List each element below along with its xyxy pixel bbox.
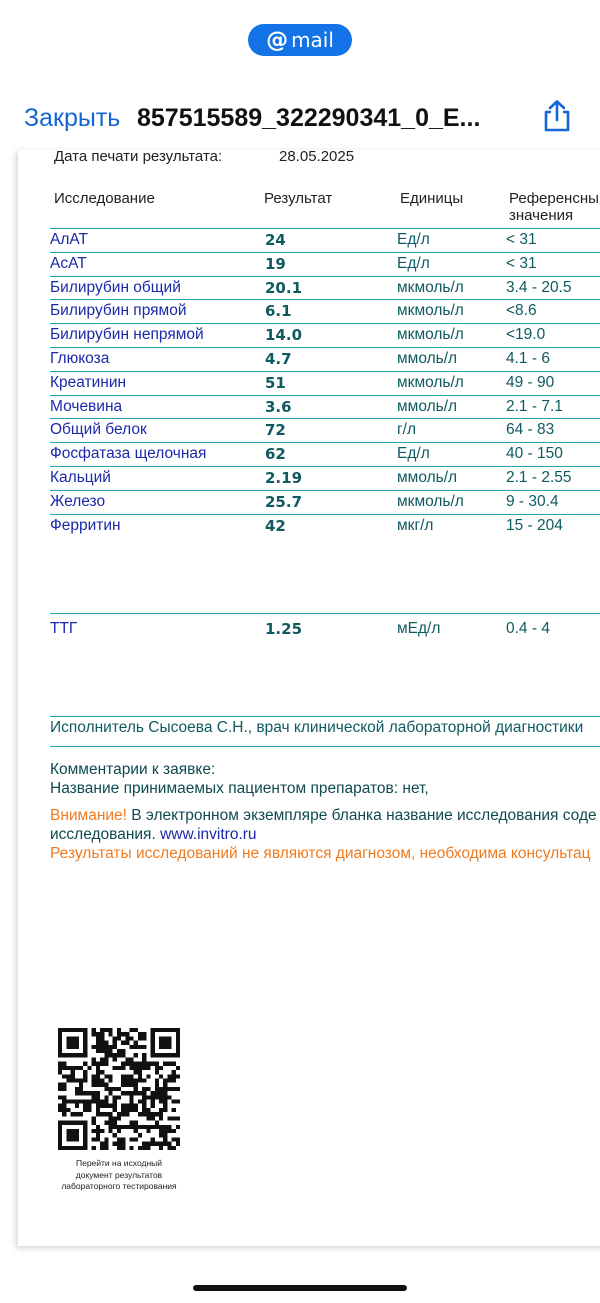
warning-label: Внимание!	[50, 807, 127, 824]
test-reference: 40 - 150	[506, 445, 563, 463]
share-icon[interactable]	[539, 98, 575, 134]
test-reference: 9 - 30.4	[506, 492, 559, 510]
mail-app-badge	[248, 24, 352, 56]
test-reference: < 31	[506, 231, 537, 248]
comments-text: Название принимаемых пациентом препаратов: нет,	[50, 780, 429, 797]
divider	[50, 746, 600, 747]
test-unit: мЕд/л	[397, 620, 441, 637]
test-reference: 64 - 83	[506, 421, 555, 439]
test-value: 25.7	[265, 492, 303, 511]
test-value: 6.1	[265, 302, 292, 321]
test-value: 42	[265, 516, 286, 535]
test-value: 24	[265, 231, 286, 249]
test-name: АсАТ	[50, 254, 87, 272]
table-divider	[50, 613, 600, 614]
test-unit: мкмоль/л	[397, 278, 464, 296]
qr-caption-line: Перейти на исходный	[75, 1158, 163, 1168]
disclaimer-text: Результаты исследований не являются диагнозом, необходима консультац	[50, 845, 591, 862]
test-unit: Ед/л	[397, 231, 430, 248]
test-unit: мкг/л	[397, 516, 434, 534]
test-value: 20.1	[265, 278, 303, 297]
executor-line: Исполнитель Сысоева С.Н., врач клинической лабораторной диагностики	[50, 719, 584, 736]
test-value: 3.6	[265, 397, 292, 416]
test-reference: 49 - 90	[506, 373, 555, 391]
column-header-result: Результат	[264, 190, 333, 207]
test-name: Кальций	[50, 468, 111, 486]
test-reference: 0.4 - 4	[506, 620, 550, 637]
file-title: 857515589_322290341_0_E...	[137, 104, 481, 132]
test-reference: <8.6	[506, 302, 537, 320]
test-value: 62	[265, 445, 286, 464]
print-date-value: 28.05.2025	[279, 150, 355, 165]
table-row	[50, 466, 600, 490]
test-name: Билирубин непрямой	[50, 326, 204, 344]
test-reference: <19.0	[506, 326, 546, 344]
test-unit: Ед/л	[397, 254, 430, 272]
at-icon: @	[266, 27, 289, 53]
table-row	[50, 418, 600, 442]
column-header-units: Единицы	[400, 190, 464, 207]
test-name: АлАТ	[50, 231, 88, 248]
test-reference: < 31	[506, 254, 537, 272]
column-header-reference	[509, 190, 599, 224]
table-row	[50, 395, 600, 419]
table-row	[50, 299, 600, 323]
table-row	[50, 514, 600, 538]
warning-text-2: исследования.	[50, 826, 161, 843]
test-unit: ммоль/л	[397, 349, 458, 367]
test-value: 51	[265, 373, 286, 392]
qr-caption-line: лабораторного тестирования	[61, 1181, 177, 1191]
test-unit: мкмоль/л	[397, 492, 464, 510]
test-unit: мкмоль/л	[397, 373, 464, 391]
mail-label: mail	[291, 28, 334, 52]
test-value: 4.7	[265, 349, 292, 368]
test-unit: ммоль/л	[397, 397, 458, 415]
qr-caption	[44, 1158, 194, 1193]
table-row	[50, 323, 600, 347]
test-name: Фосфатаза щелочная	[50, 445, 207, 463]
test-name: Креатинин	[50, 373, 127, 391]
document-page[interactable]	[18, 150, 600, 1246]
test-unit: Ед/л	[397, 445, 430, 463]
table-row	[50, 276, 600, 300]
qr-caption-line: документ результатов	[75, 1169, 163, 1180]
test-unit: ммоль/л	[397, 468, 458, 486]
test-value: 2.19	[265, 468, 303, 487]
test-reference: 15 - 204	[506, 516, 563, 534]
test-unit: мкмоль/л	[397, 326, 464, 344]
close-button[interactable]: Закрыть	[24, 104, 121, 132]
test-reference: 2.1 - 2.55	[506, 468, 572, 486]
table-row	[50, 347, 600, 371]
test-unit: мкмоль/л	[397, 302, 464, 320]
print-date-label: Дата печати результата:	[54, 150, 223, 165]
test-name: Билирубин прямой	[50, 302, 187, 320]
column-header-test: Исследование	[54, 190, 155, 207]
column-header-reference-line1: Референсны	[509, 190, 599, 207]
column-header-reference-line2: значения	[509, 207, 574, 224]
comments-block	[50, 760, 429, 798]
divider	[50, 716, 600, 717]
table-row	[50, 442, 600, 466]
viewer-navigation-bar	[0, 90, 600, 146]
warning-text: В электронном экземпляре бланка название исследования соде	[126, 807, 597, 824]
test-value: 1.25	[265, 620, 303, 638]
test-name: Железо	[50, 492, 106, 510]
test-name: Общий белок	[50, 421, 147, 439]
test-name: Глюкоза	[50, 349, 110, 367]
table-row	[50, 490, 600, 514]
table-row-tsh	[50, 618, 600, 642]
test-value: 14.0	[265, 326, 303, 345]
test-name: ТТГ	[50, 620, 78, 637]
table-row	[50, 252, 600, 276]
test-reference: 3.4 - 20.5	[506, 278, 572, 296]
test-value: 72	[265, 421, 286, 440]
comments-title: Комментарии к заявке:	[50, 761, 216, 778]
invitro-link[interactable]: www.invitro.ru	[160, 826, 257, 843]
test-name: Мочевина	[50, 397, 123, 415]
test-reference: 4.1 - 6	[506, 349, 550, 367]
test-unit: г/л	[397, 421, 417, 439]
test-value: 19	[265, 254, 286, 273]
test-reference: 2.1 - 7.1	[506, 397, 563, 415]
results-table	[50, 228, 600, 537]
table-row	[50, 371, 600, 395]
test-name: Ферритин	[50, 516, 121, 534]
home-indicator[interactable]	[193, 1285, 407, 1291]
test-name: Билирубин общий	[50, 278, 181, 296]
table-row	[50, 228, 600, 252]
qr-code-icon[interactable]	[58, 1028, 180, 1150]
notice-block	[50, 806, 597, 863]
